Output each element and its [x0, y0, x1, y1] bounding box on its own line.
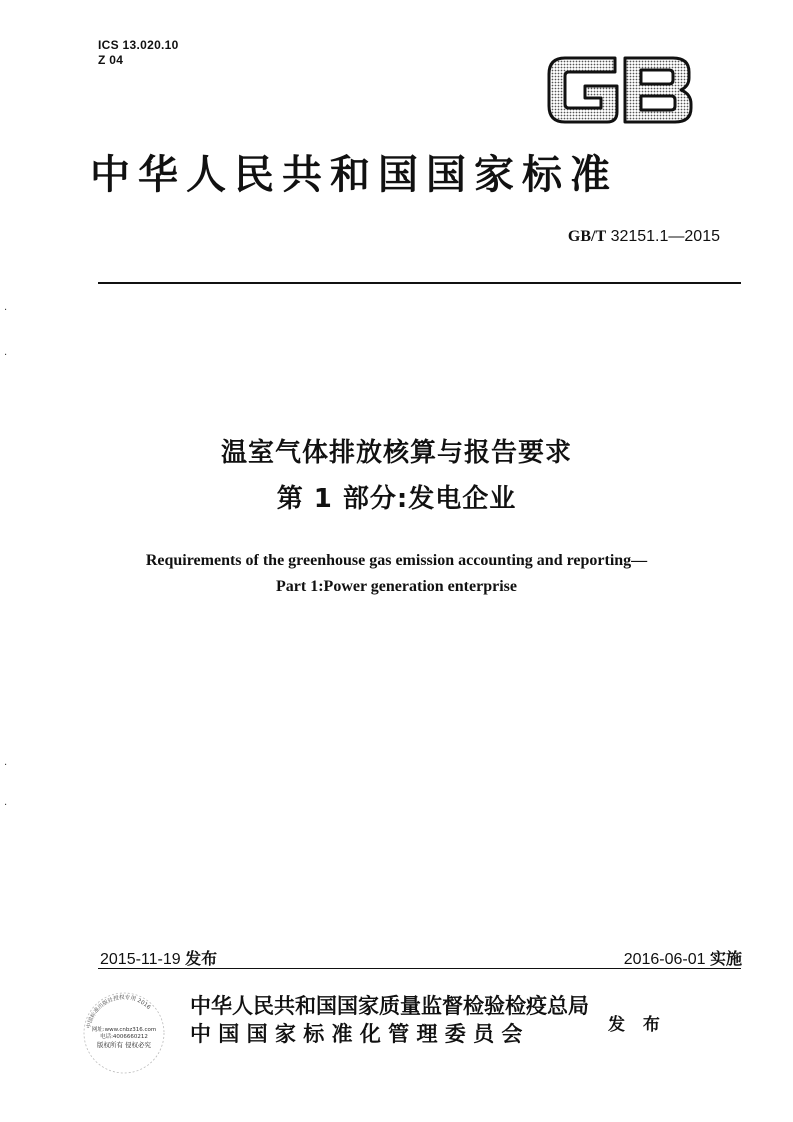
- en-title-line1: Requirements of the greenhouse gas emission accounting and reporting—: [145, 552, 648, 569]
- footer-divider: [98, 968, 741, 969]
- publisher-stamp: [76, 985, 172, 1081]
- issue-date-label: 发布: [185, 949, 218, 968]
- stamp-rights: 版权所有 侵权必究: [96, 1041, 152, 1049]
- issue-date: [100, 946, 217, 969]
- stamp-website: 网址:www.cnbz316.com: [91, 1027, 157, 1033]
- en-title-line2: Part 1:Power generation enterprise: [276, 578, 517, 595]
- implement-date-value: 2016-06-01: [623, 951, 706, 968]
- margin-mark: ·: [4, 800, 8, 811]
- national-standard-title: 中华人民共和国国家标准: [90, 151, 618, 198]
- ics-code: ICS 13.020.10: [98, 38, 179, 52]
- cn-title-line1: 温室气体排放核算与报告要求: [220, 438, 572, 468]
- standard-number-value: 32151.1—2015: [610, 228, 720, 245]
- standard-number-prefix: GB/T: [567, 228, 607, 245]
- stamp-phone: 电话:4006660212: [100, 1034, 148, 1040]
- svg-text:中国标准出版社授权专用 2016: [84, 993, 151, 1029]
- standard-number: [568, 228, 720, 246]
- gb-logo: [545, 48, 695, 130]
- implement-date-label: 实施: [709, 949, 742, 968]
- issue-date-value: 2015-11-19: [100, 951, 181, 968]
- margin-mark: ·: [4, 350, 8, 361]
- issuer-line2: 中 国 国 家 标 准 化 管 理 委 员 会: [190, 1021, 523, 1046]
- margin-mark: ·: [4, 760, 8, 771]
- cn-title-line2: 第 1 部分:发电企业: [276, 484, 517, 514]
- header-divider: [98, 282, 741, 284]
- ccs-code: Z 04: [98, 53, 124, 67]
- stamp-arc-text: 中国标准出版社授权专用 2016: [86, 994, 152, 1030]
- margin-mark: ·: [4, 305, 8, 316]
- implement-date: [624, 946, 742, 969]
- issuer-line1: 中华人民共和国国家质量监督检验检疫总局: [190, 993, 589, 1018]
- publish-label: 发 布: [608, 1015, 666, 1035]
